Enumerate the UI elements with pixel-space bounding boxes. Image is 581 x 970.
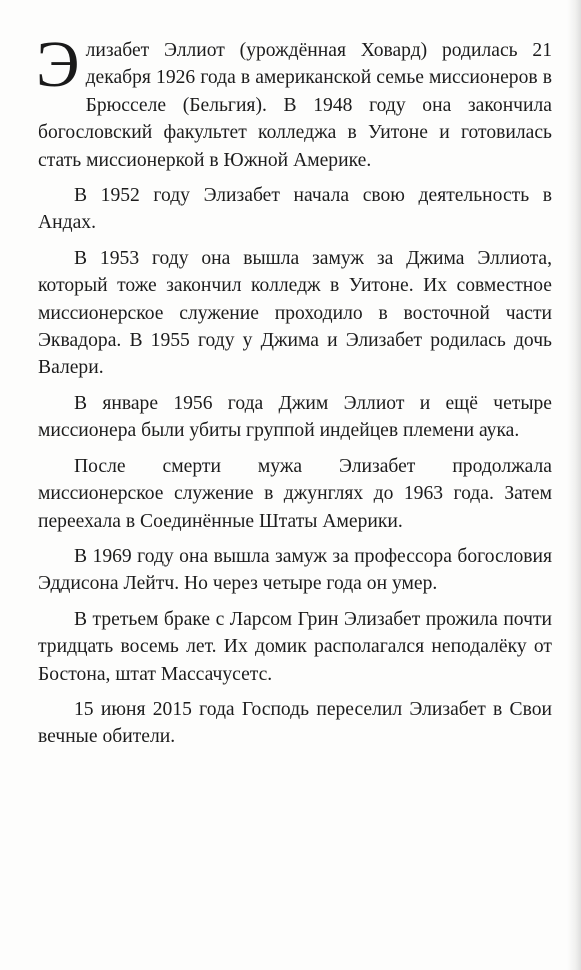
paragraph-5: После смерти мужа Элизабет продолжала миссионерское служение в джунглях до 1963 года. Затем переехала в Соединённые Штаты Америки. (38, 455, 552, 532)
page-edge-shadow (567, 0, 581, 970)
paragraph-6: В 1969 году она вышла замуж за профессора богословия Эддисона Лейтч. Но через четыре года он умер. (38, 545, 552, 595)
paragraph-1 (36, 28, 552, 174)
paragraph-2: В 1952 году Элизабет начала свою деятельность в Андах. (38, 185, 552, 234)
paragraph-4: В январе 1956 года Джим Эллиот и ещё четыре миссионера были убиты группой индейцев племени аука. (38, 392, 552, 442)
biography-text (36, 28, 552, 759)
paragraph-7: В третьем браке с Ларсом Грин Элизабет прожила почти тридцать восемь лет. Их домик располагался неподалёку от Бостона, штат Массачусетс. (38, 608, 552, 685)
paragraph-1-text: лизабет Эллиот (урождённая Ховард) родилась 21 декабря 1926 года в американской семье миссионеров в Брюсселе (Бельгия). В 1948 году она закончила богословский факультет колледжа в Уитоне и готовилась стать миссионеркой в Южной Америке. (38, 40, 552, 171)
paragraph-8: 15 июня 2015 года Господь переселил Элизабет в Свои вечные обители. (38, 698, 552, 748)
drop-cap: Э (36, 28, 80, 101)
paragraph-3: В 1953 году она вышла замуж за Джима Эллиота, который тоже закончил колледж в Уитоне. Их совместное миссионерское служение проходило в восточной части Эквадора. В 1955 году у Джима и Элизабет родилась дочь Валери. (38, 247, 552, 379)
